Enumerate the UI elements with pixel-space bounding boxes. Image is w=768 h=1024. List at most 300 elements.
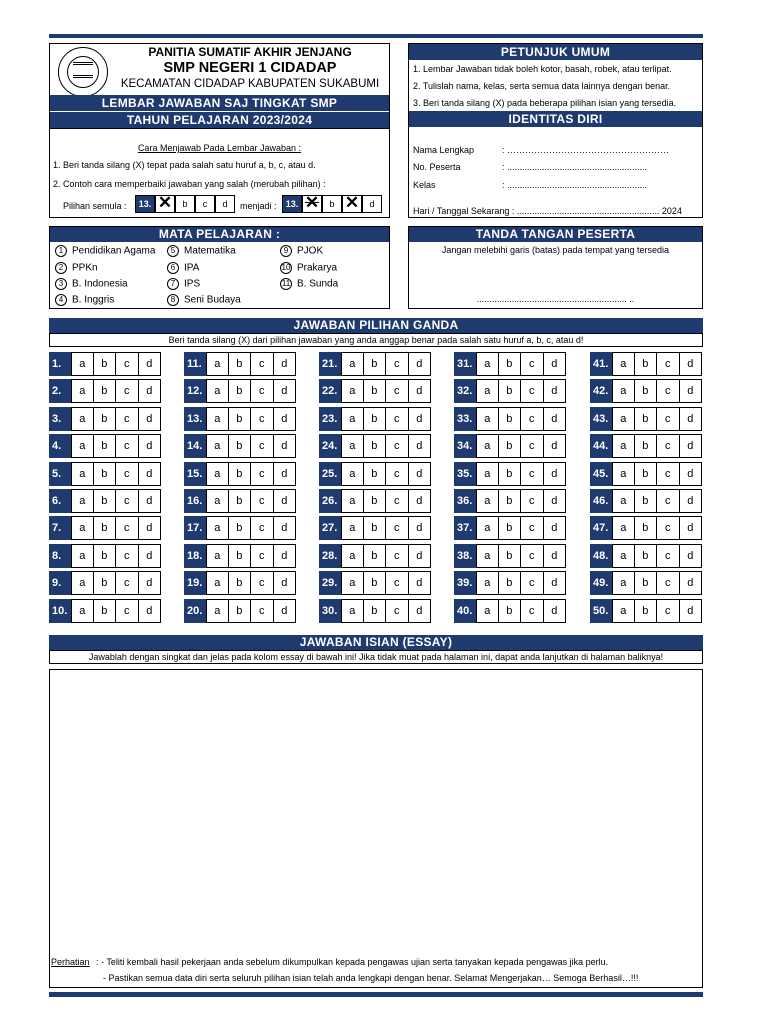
how-to-step1: 1. Beri tanda silang (X) tepat pada salah satu huruf a, b, c, atau d. (53, 160, 316, 170)
footer-note-2: - Pastikan semua data diri serta seluruh pilihan isian telah anda lengkapi dengan benar. Selamat Mengerjakan… Semoga Berhasil…!!! (103, 973, 639, 983)
answer-option-a[interactable]: a (612, 599, 635, 623)
answer-row (590, 571, 702, 595)
answer-option-c[interactable]: c (251, 407, 274, 431)
answer-option-c[interactable]: c (657, 434, 680, 458)
answer-option-b[interactable]: b (364, 489, 387, 513)
question-number: 9. (49, 571, 71, 595)
answer-option-b[interactable]: b (499, 462, 522, 486)
answer-option-c[interactable]: c (116, 407, 139, 431)
school-address: KECAMATAN CIDADAP KABUPATEN SUKABUMI (120, 78, 380, 90)
answer-option-d[interactable]: d (680, 379, 703, 403)
answer-option-b[interactable]: b (499, 599, 522, 623)
answer-option-a[interactable]: a (341, 516, 364, 540)
answer-option-b[interactable]: b (229, 571, 252, 595)
answer-option-d[interactable]: d (680, 352, 703, 376)
question-number: 24. (319, 434, 341, 458)
question-number: 22. (319, 379, 341, 403)
answer-option-b[interactable]: b (94, 407, 117, 431)
answer-option-d[interactable]: d (544, 379, 567, 403)
answer-option-a[interactable]: a (71, 489, 94, 513)
answer-option-d[interactable]: d (409, 544, 432, 568)
answer-option-d[interactable]: d (274, 379, 297, 403)
kelas-field[interactable]: : ........................................................ (502, 180, 648, 190)
answer-option-a[interactable]: a (341, 462, 364, 486)
answer-option-b[interactable]: b (499, 434, 522, 458)
answer-option-c[interactable]: c (657, 516, 680, 540)
answer-option-b[interactable]: b (635, 544, 658, 568)
answer-option-d[interactable]: d (409, 599, 432, 623)
answer-option-b[interactable]: b (499, 544, 522, 568)
answer-option-d[interactable]: d (680, 571, 703, 595)
answer-option-c[interactable]: c (657, 489, 680, 513)
answer-option-b[interactable]: b (635, 489, 658, 513)
answer-option-d[interactable]: d (409, 462, 432, 486)
question-number: 11. (184, 352, 206, 376)
answer-option-c[interactable]: c (657, 571, 680, 595)
answer-option-c[interactable]: c (386, 599, 409, 623)
question-number: 45. (590, 462, 612, 486)
answer-row (319, 352, 431, 376)
answer-option-a[interactable]: a (612, 379, 635, 403)
answer-option-c[interactable]: c (251, 516, 274, 540)
question-number: 7. (49, 516, 71, 540)
answer-option-d[interactable]: d (544, 434, 567, 458)
answer-option-b[interactable]: b (364, 407, 387, 431)
question-number: 5. (49, 462, 71, 486)
answer-option-d[interactable]: d (680, 434, 703, 458)
answer-option-d[interactable]: d (274, 599, 297, 623)
answer-option-a[interactable]: a (476, 434, 499, 458)
answer-option-c[interactable]: c (386, 462, 409, 486)
answer-option-d[interactable]: d (139, 571, 162, 595)
answer-row (590, 407, 702, 431)
answer-option-a[interactable]: a (341, 407, 364, 431)
answer-option-a[interactable]: a (612, 571, 635, 595)
answer-option-a[interactable]: a (71, 599, 94, 623)
question-number: 44. (590, 434, 612, 458)
mapel-item-10[interactable]: 10 Prakarya (281, 262, 338, 274)
petunjuk-item-3: 3. Beri tanda silang (X) pada beberapa pilihan isian yang tersedia. (413, 98, 677, 108)
answer-option-a[interactable]: a (206, 352, 229, 376)
answer-option-c[interactable]: c (521, 379, 544, 403)
answer-option-d[interactable]: d (544, 352, 567, 376)
mapel-item-4[interactable]: 4 B. Inggris (55, 294, 114, 306)
answer-row (49, 599, 161, 623)
answer-option-d[interactable]: d (274, 434, 297, 458)
answer-option-d[interactable]: d (680, 516, 703, 540)
answer-option-d[interactable]: d (544, 544, 567, 568)
answer-option-c[interactable]: c (116, 599, 139, 623)
petunjuk-item-2: 2. Tulislah nama, kelas, serta semua data lainnya dengan benar. (413, 81, 671, 91)
answer-row (454, 571, 566, 595)
answer-option-c[interactable]: c (657, 352, 680, 376)
answer-option-b[interactable]: b (94, 462, 117, 486)
question-number: 25. (319, 462, 341, 486)
answer-option-d[interactable]: d (680, 462, 703, 486)
answer-option-d[interactable]: d (274, 462, 297, 486)
answer-row (590, 352, 702, 376)
circle-number-icon: 3 (55, 278, 67, 290)
answer-option-a[interactable]: a (612, 516, 635, 540)
question-number: 40. (454, 599, 476, 623)
answer-option-c[interactable]: c (521, 407, 544, 431)
answer-option-c[interactable]: c (521, 544, 544, 568)
answer-option-b[interactable]: b (94, 352, 117, 376)
answer-option-c[interactable]: c (386, 489, 409, 513)
identitas-title: IDENTITAS DIRI (409, 111, 702, 127)
answer-row (184, 407, 296, 431)
answer-option-d[interactable]: d (139, 407, 162, 431)
answer-row (454, 544, 566, 568)
answer-option-b[interactable]: b (635, 516, 658, 540)
answer-option-c[interactable]: c (251, 434, 274, 458)
header-divider (50, 128, 389, 129)
answer-option-c[interactable]: c (657, 462, 680, 486)
question-number: 4. (49, 434, 71, 458)
answer-option-c[interactable]: c (116, 516, 139, 540)
answer-option-c[interactable]: c (386, 571, 409, 595)
answer-option-d[interactable]: d (409, 352, 432, 376)
answer-row (184, 516, 296, 540)
answer-option-a[interactable]: a (341, 352, 364, 376)
answer-option-d[interactable]: d (680, 599, 703, 623)
answer-option-c[interactable]: c (386, 544, 409, 568)
question-number: 48. (590, 544, 612, 568)
mapel-item-11[interactable]: 11 B. Sunda (281, 278, 339, 290)
mapel-item-5[interactable]: 5 Matematika (167, 245, 236, 257)
answer-option-a[interactable]: a (71, 407, 94, 431)
question-number: 23. (319, 407, 341, 431)
answer-option-a[interactable]: a (476, 489, 499, 513)
answer-row (184, 352, 296, 376)
answer-option-b[interactable]: b (499, 352, 522, 376)
answer-option-a[interactable]: a (206, 571, 229, 595)
answer-option-d[interactable]: d (409, 379, 432, 403)
answer-option-d[interactable]: d (274, 352, 297, 376)
question-number: 28. (319, 544, 341, 568)
answer-option-d[interactable]: d (139, 379, 162, 403)
answer-row (319, 489, 431, 513)
answer-option-a[interactable]: a (612, 434, 635, 458)
answer-option-d[interactable]: d (274, 516, 297, 540)
answer-option-b[interactable]: b (499, 379, 522, 403)
answer-option-c[interactable]: c (116, 571, 139, 595)
answer-option-a[interactable]: a (206, 516, 229, 540)
answer-option-c[interactable]: c (251, 571, 274, 595)
answer-option-d[interactable]: d (544, 571, 567, 595)
question-number: 1. (49, 352, 71, 376)
footer-perhatian: Perhatian (51, 957, 90, 967)
question-number: 39. (454, 571, 476, 595)
answer-row (454, 462, 566, 486)
answer-option-a[interactable]: a (206, 489, 229, 513)
peserta-label: No. Peserta (413, 162, 461, 172)
answer-row (454, 599, 566, 623)
answer-option-a[interactable]: a (476, 407, 499, 431)
answer-row (49, 352, 161, 376)
circle-number-icon: 9 (280, 245, 292, 257)
answer-option-c[interactable]: c (116, 489, 139, 513)
answer-option-c[interactable]: c (251, 544, 274, 568)
answer-option-c[interactable]: c (657, 379, 680, 403)
answer-option-a[interactable]: a (341, 571, 364, 595)
answer-option-c[interactable]: c (251, 599, 274, 623)
answer-option-b[interactable]: b (229, 489, 252, 513)
answer-option-a[interactable]: a (476, 599, 499, 623)
nama-field[interactable]: : ……………………………………………… (502, 145, 670, 155)
answer-option-b[interactable]: b (364, 599, 387, 623)
answer-option-b[interactable]: b (364, 379, 387, 403)
answer-option-b[interactable]: b (94, 599, 117, 623)
answer-option-a[interactable]: a (206, 407, 229, 431)
answer-option-c[interactable]: c (521, 352, 544, 376)
answer-option-d[interactable]: d (139, 434, 162, 458)
answer-row (49, 407, 161, 431)
answer-option-d[interactable]: d (139, 516, 162, 540)
answer-option-b[interactable]: b (499, 407, 522, 431)
peserta-field[interactable]: : ........................................................ (502, 162, 648, 172)
answer-option-a[interactable]: a (206, 544, 229, 568)
answer-option-a[interactable]: a (206, 379, 229, 403)
answer-row (184, 379, 296, 403)
answer-option-b[interactable]: b (635, 462, 658, 486)
answer-option-c[interactable]: c (116, 544, 139, 568)
answer-option-b[interactable]: b (635, 352, 658, 376)
answer-option-b[interactable]: b (635, 379, 658, 403)
x-mark-icon: ✕ (157, 193, 173, 212)
question-number: 42. (590, 379, 612, 403)
question-number: 15. (184, 462, 206, 486)
question-number: 46. (590, 489, 612, 513)
answer-option-b[interactable]: b (94, 434, 117, 458)
question-number: 14. (184, 434, 206, 458)
answer-row (590, 462, 702, 486)
answer-row (184, 489, 296, 513)
answer-row (590, 544, 702, 568)
school-year: TAHUN PELAJARAN 2023/2024 (50, 112, 389, 128)
answer-option-d[interactable]: d (274, 407, 297, 431)
mapel-item-8[interactable]: 8 Seni Budaya (167, 294, 241, 306)
answer-option-a[interactable]: a (476, 462, 499, 486)
answer-option-a[interactable]: a (612, 352, 635, 376)
answer-option-b[interactable]: b (229, 352, 252, 376)
ttd-title: TANDA TANGAN PESERTA (409, 227, 702, 242)
answer-option-a[interactable]: a (71, 379, 94, 403)
answer-option-b[interactable]: b (229, 599, 252, 623)
answer-option-d[interactable]: d (409, 516, 432, 540)
answer-option-d[interactable]: d (139, 489, 162, 513)
answer-option-a[interactable]: a (476, 544, 499, 568)
question-number: 2. (49, 379, 71, 403)
answer-option-d[interactable]: d (409, 434, 432, 458)
before-label: Pilihan semula : (63, 201, 127, 211)
answer-option-b[interactable]: b (229, 462, 252, 486)
answer-row (49, 489, 161, 513)
answer-option-d[interactable]: d (544, 516, 567, 540)
circle-number-icon: 10 (281, 263, 291, 272)
answer-option-a[interactable]: a (612, 407, 635, 431)
example-num-after: 13. (282, 195, 302, 213)
answer-option-c[interactable]: c (116, 434, 139, 458)
mapel-item-2[interactable]: 2 PPKn (55, 262, 98, 274)
answer-option-a[interactable]: a (341, 599, 364, 623)
answer-option-b[interactable]: b (94, 379, 117, 403)
answer-option-b[interactable]: b (499, 489, 522, 513)
answer-option-d[interactable]: d (139, 352, 162, 376)
answer-option-b[interactable]: b (229, 544, 252, 568)
answer-option-b[interactable]: b (229, 407, 252, 431)
answer-row (319, 544, 431, 568)
mapel-item-7[interactable]: 7 IPS (167, 278, 200, 290)
answer-option-b[interactable]: b (364, 462, 387, 486)
answer-option-a[interactable]: a (206, 434, 229, 458)
answer-option-c[interactable]: c (116, 379, 139, 403)
answer-option-b[interactable]: b (635, 571, 658, 595)
answer-option-a[interactable]: a (206, 462, 229, 486)
answer-option-c[interactable]: c (251, 462, 274, 486)
answer-row (49, 516, 161, 540)
answer-option-b[interactable]: b (499, 516, 522, 540)
answer-option-a[interactable]: a (341, 434, 364, 458)
answer-option-d[interactable]: d (544, 599, 567, 623)
answer-option-b[interactable]: b (364, 516, 387, 540)
answer-option-b[interactable]: b (635, 434, 658, 458)
answer-row (49, 434, 161, 458)
mapel-item-1[interactable]: 1 Pendidikan Agama (55, 245, 155, 257)
answer-option-c[interactable]: c (521, 434, 544, 458)
mapel-item-3[interactable]: 3 B. Indonesia (55, 278, 128, 290)
answer-option-a[interactable]: a (612, 544, 635, 568)
answer-option-b[interactable]: b (364, 434, 387, 458)
answer-option-a[interactable]: a (341, 544, 364, 568)
answer-option-c[interactable]: c (386, 379, 409, 403)
answer-option-b[interactable]: b (635, 407, 658, 431)
answer-option-a[interactable]: a (476, 571, 499, 595)
answer-option-d[interactable]: d (139, 462, 162, 486)
answer-row (454, 379, 566, 403)
answer-option-c[interactable]: c (521, 516, 544, 540)
answer-option-a[interactable]: a (71, 352, 94, 376)
question-number: 12. (184, 379, 206, 403)
answer-option-b[interactable]: b (94, 571, 117, 595)
answer-option-c[interactable]: c (657, 599, 680, 623)
answer-option-a[interactable]: a (71, 516, 94, 540)
answer-option-a[interactable]: a (612, 462, 635, 486)
answer-option-b[interactable]: b (229, 434, 252, 458)
answer-row (590, 516, 702, 540)
answer-option-c[interactable]: c (386, 516, 409, 540)
how-to-title: Cara Menjawab Pada Lembar Jawaban : (137, 143, 302, 153)
answer-option-a[interactable]: a (206, 599, 229, 623)
answer-option-b[interactable]: b (364, 571, 387, 595)
question-number: 21. (319, 352, 341, 376)
answer-option-c[interactable]: c (116, 352, 139, 376)
answer-option-b[interactable]: b (499, 571, 522, 595)
answer-option-c[interactable]: c (657, 407, 680, 431)
answer-option-a[interactable]: a (341, 379, 364, 403)
mapel-item-9[interactable]: 9 PJOK (280, 245, 323, 257)
answer-option-d[interactable]: d (274, 544, 297, 568)
answer-option-b[interactable]: b (94, 489, 117, 513)
answer-option-c[interactable]: c (521, 599, 544, 623)
answer-row (590, 489, 702, 513)
question-number: 31. (454, 352, 476, 376)
answer-option-d[interactable]: d (680, 544, 703, 568)
answer-option-a[interactable]: a (71, 434, 94, 458)
answer-row (319, 379, 431, 403)
question-number: 30. (319, 599, 341, 623)
question-number: 47. (590, 516, 612, 540)
answer-row (184, 571, 296, 595)
answer-option-d[interactable]: d (680, 489, 703, 513)
answer-option-d[interactable]: d (680, 407, 703, 431)
answer-option-c[interactable]: c (386, 407, 409, 431)
answer-option-c[interactable]: c (251, 379, 274, 403)
answer-option-d[interactable]: d (139, 599, 162, 623)
answer-option-b[interactable]: b (94, 544, 117, 568)
footer-note-1: : - Teliti kembali hasil pekerjaan anda sebelum dikumpulkan kepada pengawas ujian serta tanyakan kepada pengawas jika perlu. (96, 957, 609, 967)
answer-option-d[interactable]: d (544, 489, 567, 513)
ttd-note: Jangan melebihi garis (batas) pada tempat yang tersedia (441, 245, 670, 255)
answer-option-d[interactable]: d (409, 489, 432, 513)
mapel-item-6[interactable]: 6 IPA (167, 262, 199, 274)
answer-option-c[interactable]: c (521, 571, 544, 595)
answer-option-b[interactable]: b (364, 544, 387, 568)
answer-option-d[interactable]: d (274, 571, 297, 595)
answer-option-a[interactable]: a (71, 571, 94, 595)
question-number: 6. (49, 489, 71, 513)
answer-option-c[interactable]: c (386, 352, 409, 376)
answer-option-c[interactable]: c (116, 462, 139, 486)
answer-option-c[interactable]: c (386, 434, 409, 458)
circle-number-icon: 5 (167, 245, 179, 257)
answer-option-d[interactable]: d (544, 407, 567, 431)
answer-option-a[interactable]: a (612, 489, 635, 513)
answer-option-a[interactable]: a (341, 489, 364, 513)
circle-number-icon: 6 (167, 262, 179, 274)
answer-option-d[interactable]: d (139, 544, 162, 568)
answer-option-d[interactable]: d (409, 571, 432, 595)
answer-row (590, 434, 702, 458)
answer-option-d[interactable]: d (274, 489, 297, 513)
question-number: 3. (49, 407, 71, 431)
tanggal-field[interactable]: Hari / Tanggal Sekarang : ......................................................... 2024 (413, 206, 682, 216)
answer-row (319, 407, 431, 431)
circle-number-icon: 1 (55, 245, 67, 257)
answer-option-a[interactable]: a (476, 379, 499, 403)
answer-option-b[interactable]: b (364, 352, 387, 376)
answer-option-b[interactable]: b (229, 516, 252, 540)
answer-option-d[interactable]: d (544, 462, 567, 486)
answer-option-a[interactable]: a (71, 544, 94, 568)
answer-option-c[interactable]: c (251, 489, 274, 513)
essay-answer-area[interactable] (49, 669, 703, 988)
answer-option-c[interactable]: c (657, 544, 680, 568)
example-before-b: b (175, 195, 195, 213)
answer-option-c[interactable]: c (521, 489, 544, 513)
answer-option-a[interactable]: a (476, 352, 499, 376)
answer-row (319, 516, 431, 540)
answer-option-a[interactable]: a (71, 462, 94, 486)
answer-option-b[interactable]: b (94, 516, 117, 540)
answer-option-a[interactable]: a (476, 516, 499, 540)
answer-option-b[interactable]: b (635, 599, 658, 623)
answer-option-c[interactable]: c (251, 352, 274, 376)
question-number: 26. (319, 489, 341, 513)
answer-option-d[interactable]: d (409, 407, 432, 431)
answer-option-c[interactable]: c (521, 462, 544, 486)
answer-option-b[interactable]: b (229, 379, 252, 403)
